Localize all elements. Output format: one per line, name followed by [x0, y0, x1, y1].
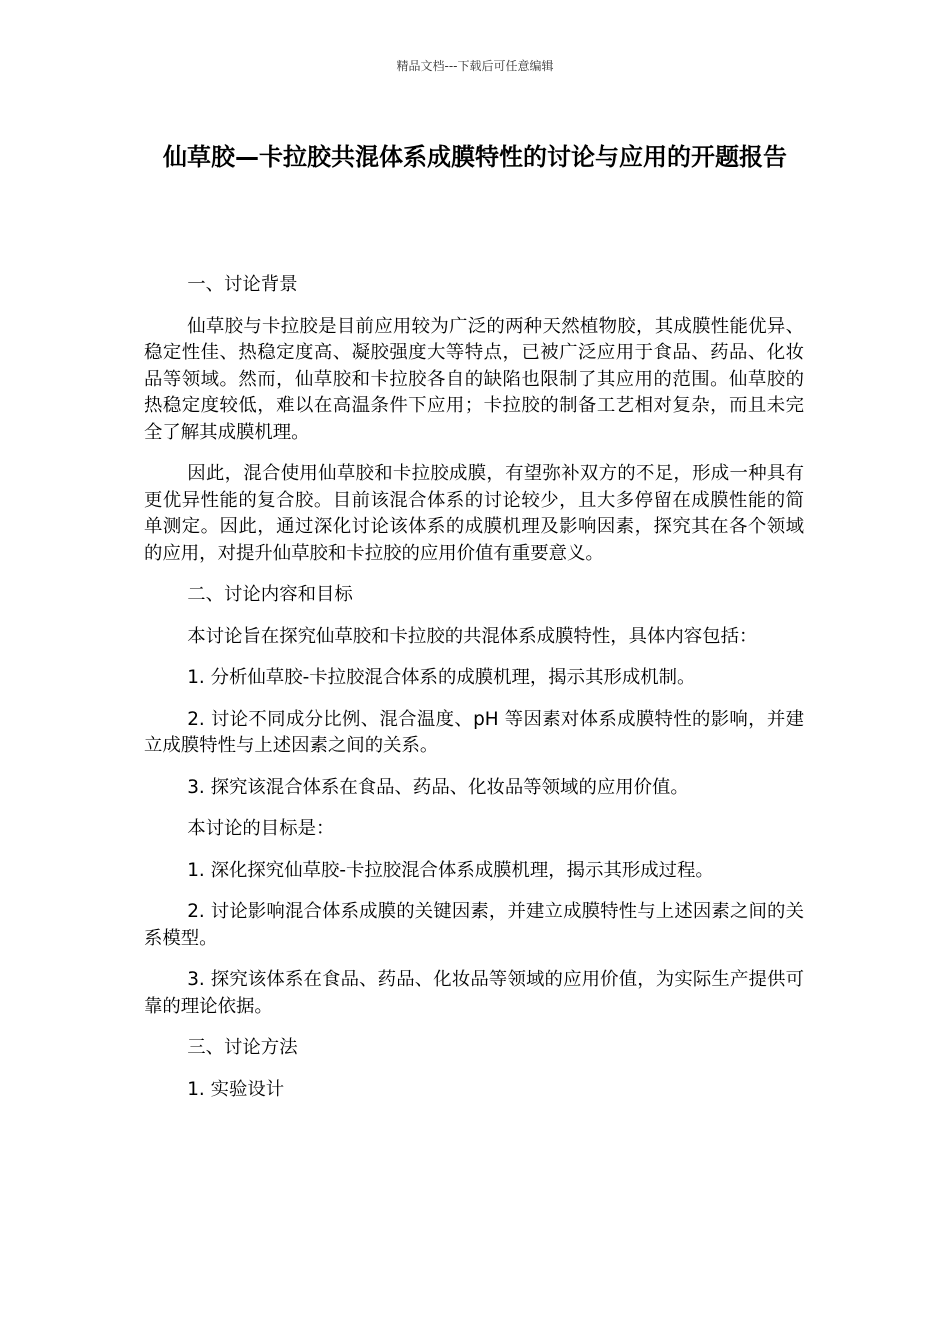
list-item: 3. 探究该体系在食品、药品、化妆品等领域的应用价值，为实际生产提供可靠的理论依据。	[144, 969, 804, 1017]
list-item: 2. 讨论影响混合体系成膜的关键因素，并建立成膜特性与上述因素之间的关系模型。	[144, 901, 804, 949]
list-item: 2. 讨论不同成分比例、混合温度、pH 等因素对体系成膜特性的影响，并建立成膜特性与上述因素之间的关系。	[144, 708, 804, 756]
paragraph: 仙草胶与卡拉胶是目前应用较为广泛的两种天然植物胶，其成膜性能优异、稳定性佳、热稳定度高、凝胶强度大等特点，已被广泛应用于食品、药品、化妆品等领域。然而，仙草胶和卡拉胶各自的缺陷也限制了其应用的范围。仙草胶的热稳定度较低，难以在高温条件下应用；卡拉胶的制备工艺相对复杂，而且未完全了解其成膜机理。	[144, 315, 804, 443]
section-heading-methods: 三、讨论方法	[187, 1037, 298, 1058]
document-body	[144, 272, 804, 1118]
page-header: 精品文档---下载后可任意编辑	[396, 59, 554, 73]
list-item: 3. 探究该混合体系在食品、药品、化妆品等领域的应用价值。	[187, 776, 689, 798]
paragraph: 本讨论的目标是：	[187, 818, 335, 839]
paragraph: 因此，混合使用仙草胶和卡拉胶成膜，有望弥补双方的不足，形成一种具有更优异性能的复合胶。目前该混合体系的讨论较少，且大多停留在成膜性能的简单测定。因此，通过深化讨论该体系的成膜机理及影响因素，探究其在各个领域的应用，对提升仙草胶和卡拉胶的应用价值有重要意义。	[144, 463, 804, 564]
list-item: 1. 实验设计	[187, 1078, 285, 1100]
section-heading-background: 一、讨论背景	[187, 274, 298, 295]
list-item: 1. 分析仙草胶-卡拉胶混合体系的成膜机理，揭示其形成机制。	[187, 667, 696, 688]
paragraph: 本讨论旨在探究仙草胶和卡拉胶的共混体系成膜特性，具体内容包括：	[187, 625, 758, 647]
section-heading-content-goals: 二、讨论内容和目标	[187, 584, 353, 605]
document-title: 仙草胶—卡拉胶共混体系成膜特性的讨论与应用的开题报告	[163, 143, 787, 171]
list-item: 1. 深化探究仙草胶-卡拉胶混合体系成膜机理，揭示其形成过程。	[187, 859, 714, 881]
